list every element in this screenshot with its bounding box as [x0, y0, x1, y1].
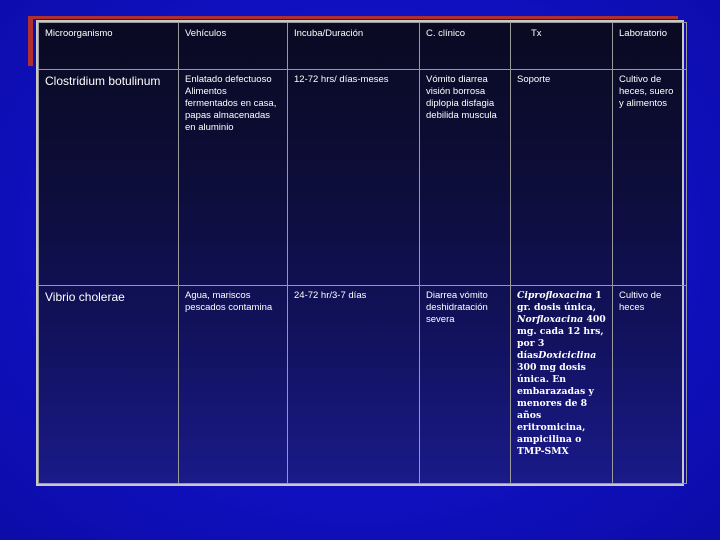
vehicles-text: Agua, mariscos pescados contamina [185, 290, 273, 313]
data-table [38, 22, 687, 484]
table-header-row [39, 23, 687, 70]
clinical-text: Vómito diarrea visión borrosa diplopia disfagia debilida muscula [426, 74, 497, 121]
drug-name: Ciprofloxacina [517, 290, 593, 301]
table-row [39, 70, 687, 286]
header-cell [179, 23, 288, 70]
dosage-text: 1 gr. dosis única, [517, 290, 602, 313]
table-cell [39, 286, 179, 484]
table-cell [288, 286, 420, 484]
lab-text: Cultivo de heces, suero y alimentos [619, 74, 674, 109]
accent-bar-horizontal [28, 16, 678, 19]
table-row [39, 286, 687, 484]
dosage-text: 300 mg dosis única. En embarazadas y menores de 8 años eritromicina, ampicilina o TMP-SMX [517, 362, 594, 457]
incubation-text: 24-72 hr/3-7 días [294, 290, 367, 301]
drug-name: Norfloxacina [517, 314, 584, 325]
table-cell [613, 286, 687, 484]
treatment-text [511, 286, 612, 462]
table-cell [39, 70, 179, 286]
header-microorganismo: Microorganismo [45, 28, 113, 39]
header-cell [420, 23, 511, 70]
table-cell [179, 286, 288, 484]
vehicles-text: Enlatado defectuoso Alimentos fermentados en casa, papas almacenadas en aluminio [185, 74, 277, 133]
drug-name: Doxiciclina [538, 350, 597, 361]
incubation-text: 12-72 hrs/ días-meses [294, 74, 389, 85]
table-cell [511, 286, 613, 484]
organism-name: Clostridium botulinum [45, 74, 161, 88]
table-cell [511, 70, 613, 286]
organism-name: Vibrio cholerae [45, 290, 125, 304]
header-cell [511, 23, 613, 70]
header-tx: Tx [531, 28, 542, 39]
header-cell [39, 23, 179, 70]
header-cell [613, 23, 687, 70]
header-incubacion: Incuba/Duración [294, 28, 364, 39]
lab-text: Cultivo de heces [619, 290, 662, 313]
header-vehiculos: Vehículos [185, 28, 227, 39]
table-cell [613, 70, 687, 286]
table-cell [420, 70, 511, 286]
table-cell [288, 70, 420, 286]
dosage-text: 400 mg. cada 12 hrs, por 3 días [517, 314, 606, 361]
table-cell [420, 286, 511, 484]
header-laboratorio: Laboratorio [619, 28, 668, 39]
treatment-text: Soporte [517, 74, 551, 85]
data-table-container [36, 20, 684, 486]
header-cell [288, 23, 420, 70]
accent-bar-vertical [28, 16, 33, 66]
table-cell [179, 70, 288, 286]
clinical-text: Diarrea vómito deshidratación severa [426, 290, 488, 325]
header-cuadro-clinico: C. clínico [426, 28, 466, 39]
